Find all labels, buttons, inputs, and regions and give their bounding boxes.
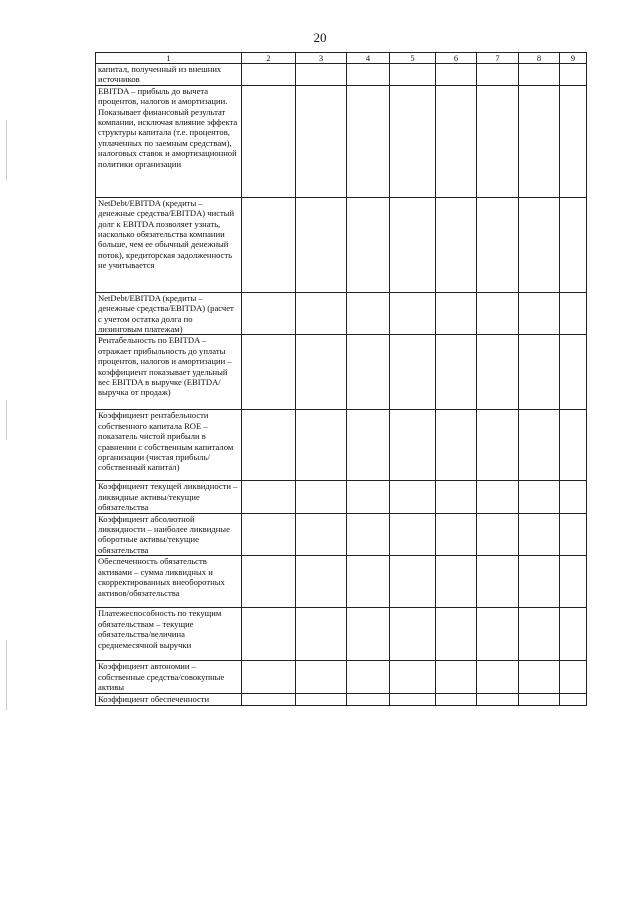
table-cell [560,64,587,86]
table-cell [560,85,587,197]
table-cell [436,608,477,661]
table-cell [390,556,436,608]
column-header: 9 [560,53,587,64]
row-label: Обеспеченность обязательств активами – сумма ликвидных и скорректированных внеоборотных активов/обязательства [96,556,242,608]
table-cell [477,85,519,197]
table-cell [436,661,477,693]
row-label: NetDebt/EBITDA (кредиты – денежные средства/EBITDA) (расчет с учетом остатка долга по лизинговым платежам) [96,292,242,335]
row-label: NetDebt/EBITDA (кредиты – денежные средства/EBITDA) чистый долг к EBITDA позволяет узнать, насколько обязательства компании больше, чем ее обычный денежный поток), кредиторская задолженность не учитывается [96,197,242,292]
table-cell [347,292,390,335]
table-cell [242,513,296,556]
table-cell [477,481,519,513]
table-row [96,85,587,197]
table-cell [560,481,587,513]
table-cell [242,410,296,481]
table-row [96,481,587,513]
table-cell [296,85,347,197]
table-row [96,197,587,292]
table-cell [477,513,519,556]
scan-margin-mark [6,120,7,180]
table-cell [436,513,477,556]
table-row [96,64,587,86]
table-cell [477,335,519,410]
table-cell [347,197,390,292]
row-label: капитал, полученный из внешних источников [96,64,242,86]
table-cell [519,64,560,86]
table-cell [390,481,436,513]
table-cell [390,410,436,481]
table-cell [519,292,560,335]
table-row [96,513,587,556]
table-cell [347,693,390,705]
table-cell [560,513,587,556]
column-header: 2 [242,53,296,64]
header-row [96,53,587,64]
row-label: Коэффициент абсолютной ликвидности – наиболее ликвидные оборотные активы/текущие обязательства [96,513,242,556]
table-cell [347,64,390,86]
table-cell [436,85,477,197]
row-label: Коэффициент рентабельности собственного капитала ROE – показатель чистой прибыли в сравнении с собственным капиталом организации (чистая прибыль/собственный капитал) [96,410,242,481]
table-cell [436,292,477,335]
column-header: 6 [436,53,477,64]
table-cell [390,335,436,410]
table-cell [560,608,587,661]
table-cell [390,693,436,705]
table-cell [436,410,477,481]
table-cell [347,661,390,693]
row-label: Коэффициент обеспеченности [96,693,242,705]
table-cell [242,481,296,513]
table-cell [519,410,560,481]
table-cell [519,513,560,556]
table-cell [390,608,436,661]
table-row [96,693,587,705]
table-cell [296,335,347,410]
column-header: 7 [477,53,519,64]
table-cell [477,197,519,292]
table-cell [242,64,296,86]
table-cell [477,64,519,86]
table-cell [560,197,587,292]
table-row [96,608,587,661]
column-header: 5 [390,53,436,64]
table-cell [477,292,519,335]
table-cell [242,661,296,693]
table-cell [477,693,519,705]
table-cell [242,292,296,335]
table-cell [242,693,296,705]
table-cell [436,197,477,292]
table-cell [296,292,347,335]
page-number: 20 [313,30,327,45]
table-row [96,292,587,335]
table-cell [560,292,587,335]
table-cell [519,608,560,661]
table-row [96,661,587,693]
table-row [96,335,587,410]
table-cell [296,556,347,608]
table-cell [560,335,587,410]
table-cell [477,556,519,608]
table-cell [242,556,296,608]
column-header: 4 [347,53,390,64]
column-header: 8 [519,53,560,64]
table-cell [560,410,587,481]
table-cell [296,693,347,705]
table-cell [390,661,436,693]
row-label: Рентабельность по EBITDA – отражает прибыльность до уплаты процентов, налогов и амортизации – коэффициент показывает удельный вес EBITDA в выручке (EBITDA/выручка от продаж) [96,335,242,410]
table-cell [519,85,560,197]
table-cell [390,292,436,335]
table-cell [560,556,587,608]
table-cell [390,513,436,556]
table-cell [390,197,436,292]
table-cell [519,693,560,705]
table-cell [347,556,390,608]
table-cell [390,85,436,197]
table-cell [436,556,477,608]
table-cell [519,556,560,608]
table-cell [296,197,347,292]
row-label: EBITDA – прибыль до вычета процентов, налогов и амортизации. Показывает финансовый результат компании, исключая влияние эффекта структуры капитала (т.е. процентов, уплаченных по заемным средствам), налоговых ставок и амортизационной политики организации [96,85,242,197]
indicator-table [95,52,587,706]
table-cell [296,513,347,556]
table-cell [242,335,296,410]
table-cell [296,410,347,481]
table-cell [436,481,477,513]
row-label: Платежеспособность по текущим обязательствам – текущие обязательства/величина среднемесячной выручки [96,608,242,661]
column-header: 1 [96,53,242,64]
row-label: Коэффициент текущей ликвидности – ликвидные активы/текущие обязательства [96,481,242,513]
table-cell [390,64,436,86]
table-cell [560,693,587,705]
table-cell [477,661,519,693]
table-cell [242,608,296,661]
table-cell [296,481,347,513]
table-cell [347,335,390,410]
table-cell [519,197,560,292]
table-row [96,410,587,481]
table-cell [347,85,390,197]
table-cell [519,661,560,693]
table-cell [560,661,587,693]
table-cell [436,693,477,705]
table-cell [436,64,477,86]
table-cell [296,64,347,86]
table-cell [242,85,296,197]
table-cell [296,661,347,693]
table-cell [347,608,390,661]
scan-margin-mark [6,640,7,710]
table-cell [519,481,560,513]
table-cell [296,608,347,661]
table-cell [436,335,477,410]
scan-margin-mark [6,400,7,440]
table-cell [347,481,390,513]
row-label: Коэффициент автономии – собственные средства/совокупные активы [96,661,242,693]
table-cell [477,410,519,481]
table-cell [347,410,390,481]
table-cell [347,513,390,556]
column-header: 3 [296,53,347,64]
table-cell [242,197,296,292]
table-cell [519,335,560,410]
table-row [96,556,587,608]
table-cell [477,608,519,661]
